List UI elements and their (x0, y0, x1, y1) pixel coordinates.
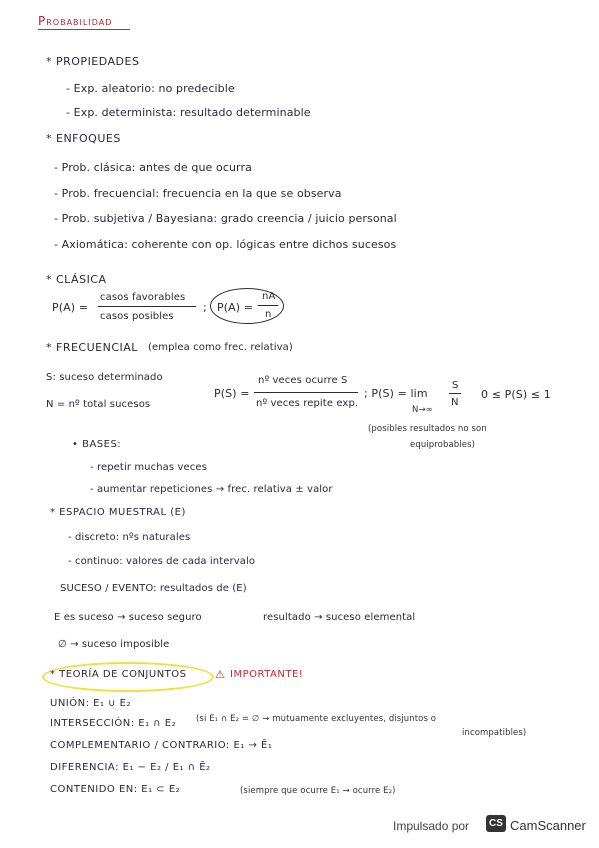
frecuencial-heading: * FRECUENCIAL (46, 341, 138, 354)
diferencia-line: DIFERENCIA: E₁ − E₂ / E₁ ∩ Ē₂ (50, 762, 211, 773)
limit-numerator: S (452, 380, 459, 391)
propiedades-item: - Exp. aleatorio: no predecible (66, 82, 235, 95)
frecuencial-note: (emplea como frec. relativa) (148, 342, 293, 353)
suceso-seguro-line: E es suceso → suceso seguro (54, 612, 202, 623)
clasica-numerator: casos favorables (100, 292, 186, 303)
frecuencial-denominator: nº veces repite exp. (256, 398, 359, 409)
limit-subscript: N→∞ (412, 405, 433, 415)
propiedades-item: - Exp. determinista: resultado determinable (66, 106, 311, 119)
complementario-line: COMPLEMENTARIO / CONTRARIO: E₁ → Ē₁ (50, 740, 273, 751)
clasica-separator: ; (203, 301, 207, 314)
espacio-item: - discreto: nºs naturales (68, 532, 191, 543)
enfoques-item: - Prob. clásica: antes de que ocurra (54, 161, 252, 174)
clasica-denominator: casos posibles (100, 311, 174, 322)
enfoques-item: - Prob. frecuencial: frecuencia en la que se observa (54, 187, 342, 200)
limit-fraction-bar (449, 393, 461, 394)
interseccion-line: INTERSECCIÓN: E₁ ∩ E₂ (50, 718, 177, 729)
interseccion-note-2: incompatibles) (462, 728, 527, 738)
bases-item: - aumentar repeticiones → frec. relativa ± valor (90, 484, 333, 495)
contenido-line: CONTENIDO EN: E₁ ⊂ E₂ (50, 784, 181, 795)
enfoques-item: - Prob. subjetiva / Bayesiana: grado creencia / juicio personal (54, 212, 397, 225)
camscanner-logo-icon: CS (486, 815, 506, 832)
frecuencial-footnote: equiprobables) (410, 440, 476, 450)
probability-bound: 0 ≤ P(S) ≤ 1 (481, 388, 551, 401)
clasica-boxed-denominator: n (265, 309, 272, 320)
warning-icon: ⚠ (215, 668, 225, 681)
suceso-line: SUCESO / EVENTO: resultados de (E) (60, 583, 247, 594)
title-underline (38, 29, 130, 30)
propiedades-heading: * PROPIEDADES (46, 55, 140, 68)
frecuencial-fraction-bar (254, 392, 358, 393)
n-definition: N = nº total sucesos (46, 399, 151, 410)
page-title: Probabilidad (38, 14, 113, 28)
clasica-heading: * CLÁSICA (46, 273, 107, 286)
importante-label: IMPORTANTE! (230, 669, 304, 680)
limit-lhs: ; P(S) = lim (364, 387, 428, 400)
contenido-note: (siempre que ocurre E₁ → ocurre E₂) (240, 786, 396, 796)
limit-denominator: N (451, 397, 459, 408)
s-definition: S: suceso determinado (46, 372, 163, 383)
bases-item: - repetir muchas veces (90, 462, 207, 473)
bases-heading: • BASES: (72, 439, 122, 450)
enfoques-item: - Axiomática: coherente con op. lógicas entre dichos sucesos (54, 238, 397, 251)
frecuencial-footnote: (posibles resultados no son (368, 424, 487, 434)
suceso-imposible-line: ∅ → suceso imposible (58, 639, 170, 650)
espacio-heading: * ESPACIO MUESTRAL (E) (50, 507, 186, 518)
clasica-boxed-numerator: nA (262, 291, 276, 302)
conjuntos-heading: * TEORÍA DE CONJUNTOS (50, 669, 187, 680)
interseccion-note: (si E₁ ∩ E₂ = ∅ → mutuamente excluyentes, disjuntos o (196, 714, 437, 724)
clasica-boxed-lhs: P(A) = (217, 301, 254, 314)
footer-label: Impulsado por (393, 819, 470, 833)
clasica-fraction-bar (98, 306, 196, 307)
suceso-elemental-line: resultado → suceso elemental (263, 612, 416, 623)
clasica-lhs: P(A) = (52, 301, 89, 314)
union-line: UNIÓN: E₁ ∪ E₂ (50, 698, 131, 709)
frecuencial-lhs: P(S) = (214, 387, 250, 400)
clasica-boxed-fraction-bar (258, 305, 278, 306)
frecuencial-numerator: nº veces ocurre S (258, 375, 348, 386)
footer-brand: CamScanner (510, 818, 586, 833)
espacio-item: - continuo: valores de cada intervalo (68, 556, 256, 567)
enfoques-heading: * ENFOQUES (46, 132, 121, 145)
